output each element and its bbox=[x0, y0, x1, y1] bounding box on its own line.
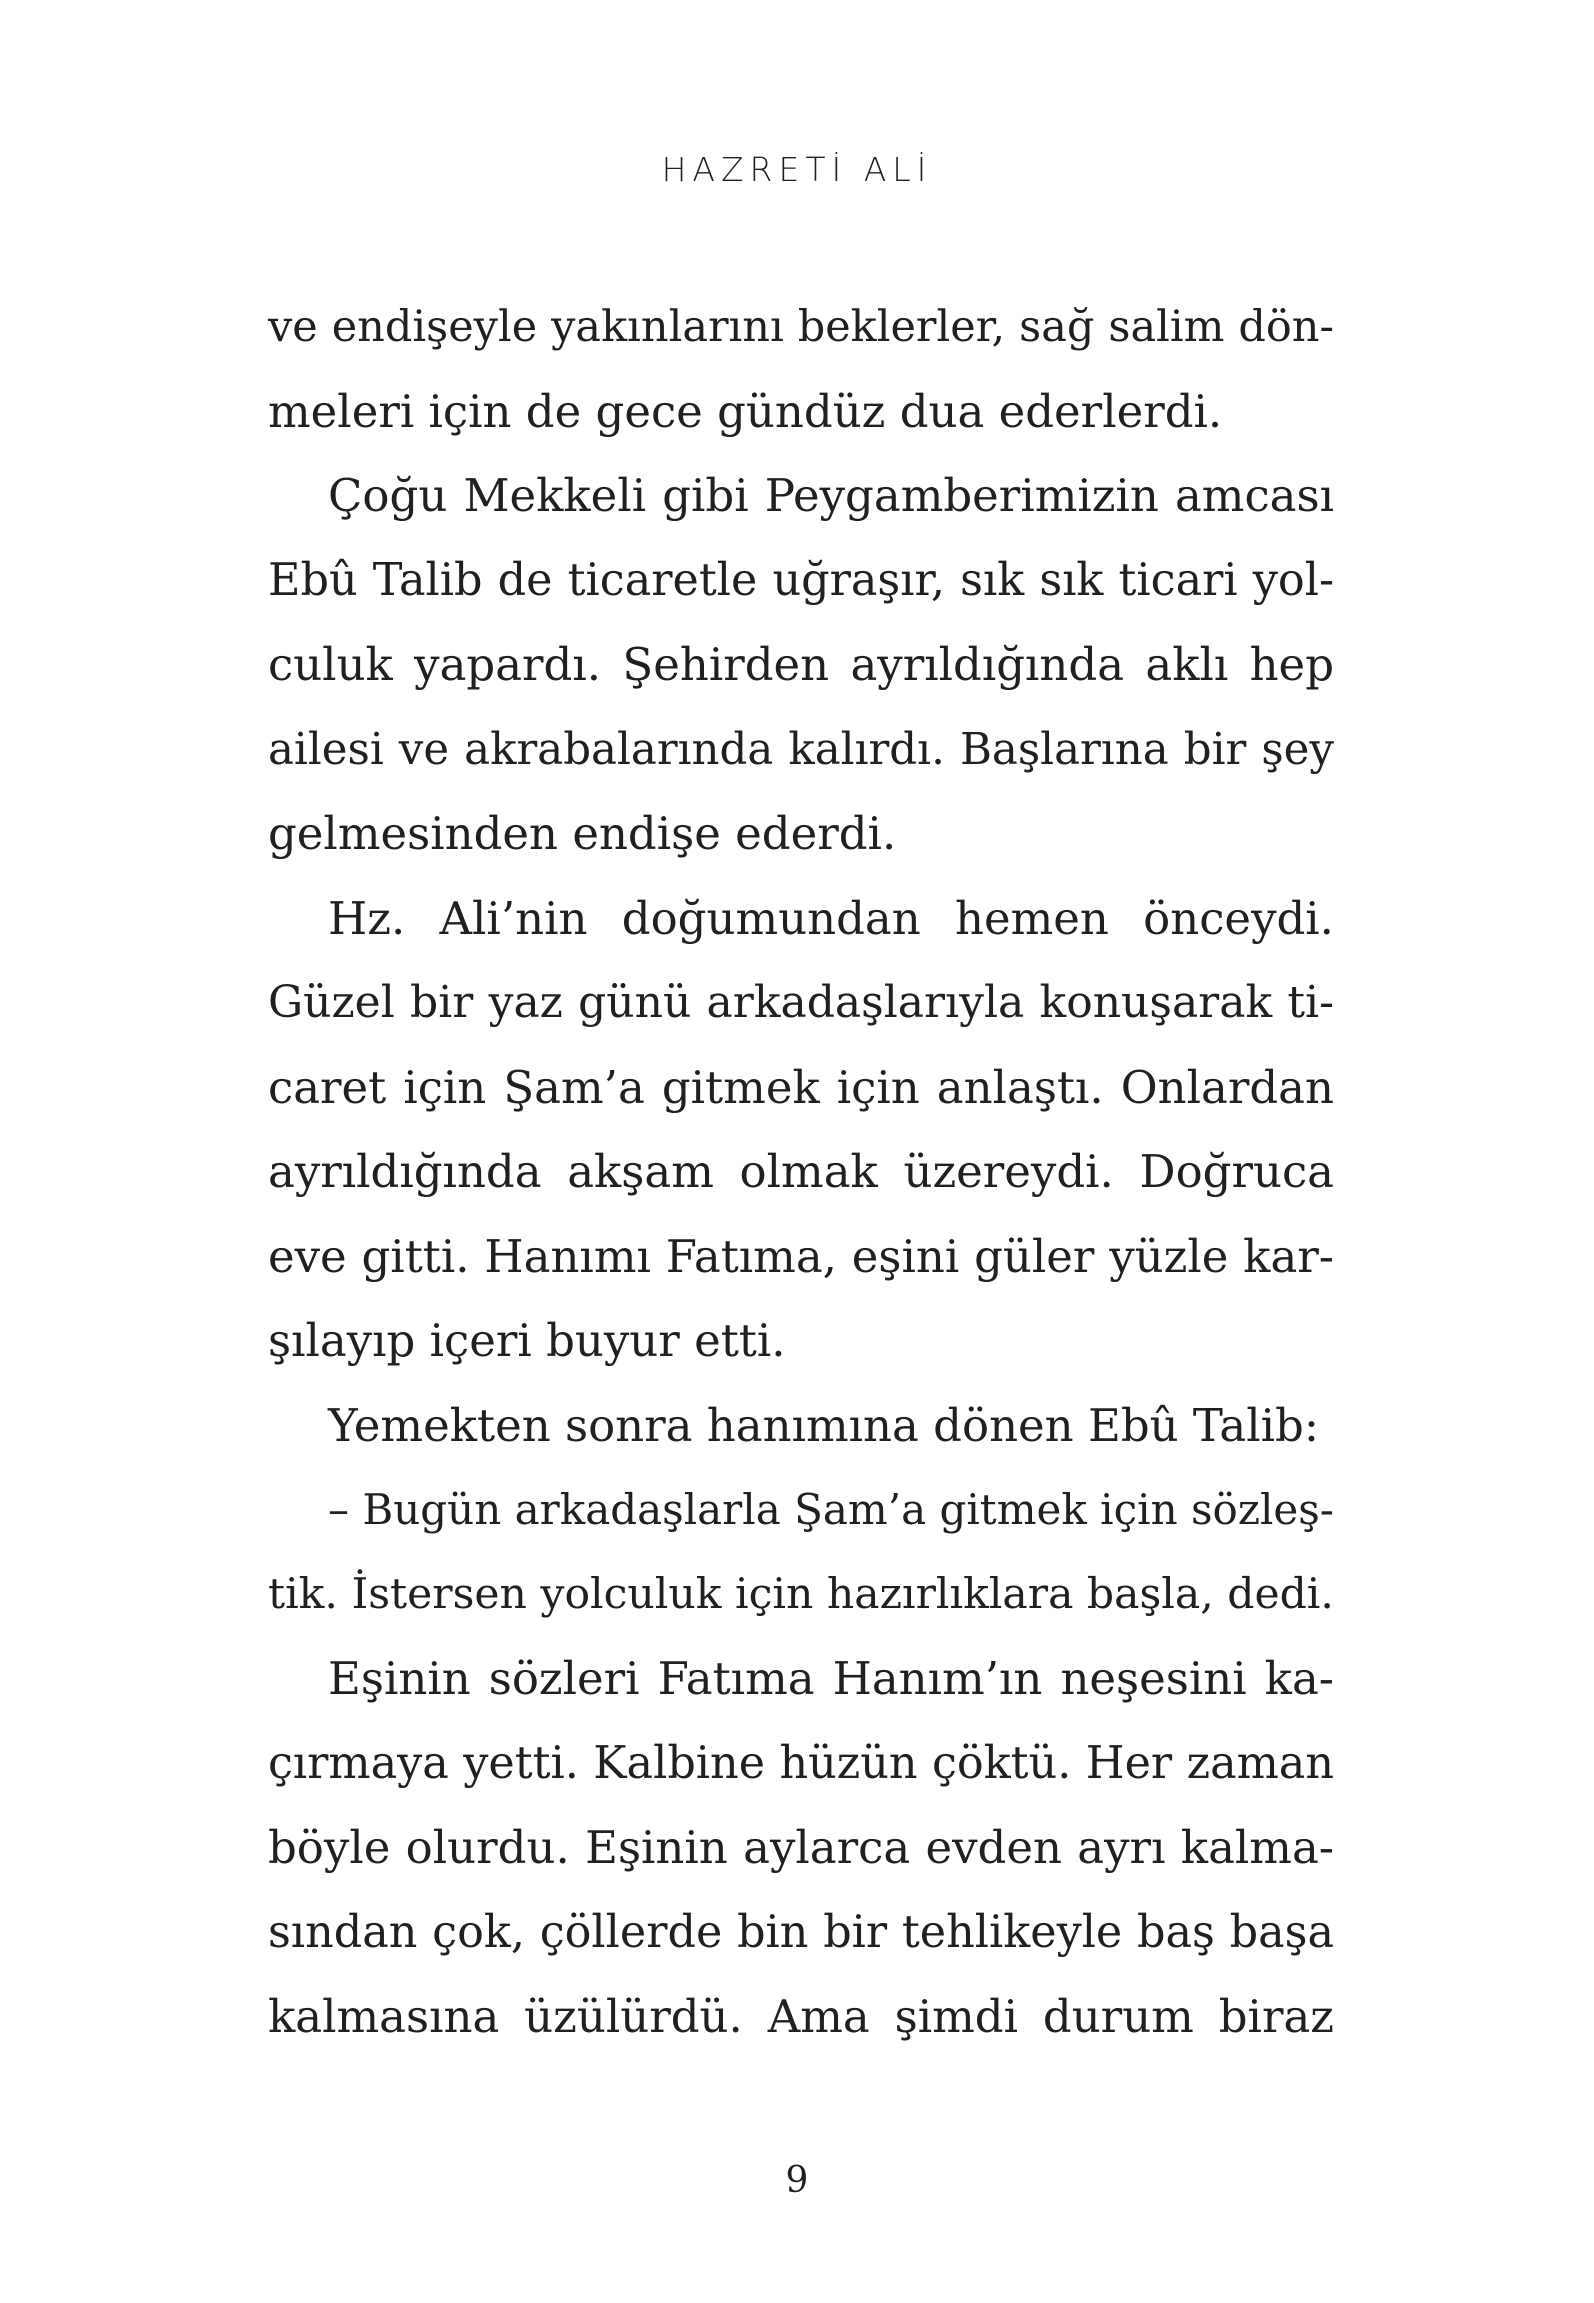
text-line: ailesi ve akrabalarında kalırdı. Başlarına bir şey bbox=[268, 724, 1334, 775]
text-line: gelmesinden endişe ederdi. bbox=[268, 807, 897, 860]
text-line: şılayıp içeri buyur etti. bbox=[268, 1314, 786, 1367]
text-line: culuk yapardı. Şehirden ayrıldığında aklı hep bbox=[268, 638, 1334, 691]
text-line: ayrıldığında akşam olmak üzereydi. Doğruca bbox=[268, 1145, 1334, 1198]
text-line: Eşinin sözleri Fatıma Hanım’ın neşesini ka- bbox=[328, 1652, 1334, 1705]
text-line: kalmasına üzülürdü. Ama şimdi durum biraz bbox=[268, 1990, 1334, 2043]
text-line: sından çok, çöllerde bin bir tehlikeyle baş başa bbox=[268, 1906, 1334, 1958]
text-line: Güzel bir yaz günü arkadaşlarıyla konuşarak ti- bbox=[268, 977, 1334, 1028]
text-line: ve endişeyle yakınlarını beklerler, sağ salim dön- bbox=[268, 302, 1334, 352]
text-line: Yemekten sonra hanımına dönen Ebû Talib: bbox=[328, 1398, 1320, 1452]
text-line: caret için Şam’a gitmek için anlaştı. Onlardan bbox=[268, 1060, 1334, 1114]
text-line: Ebû Talib de ticaretle uğraşır, sık sık ticari yol- bbox=[268, 554, 1334, 606]
running-head-title: HAZRETİ ALİ bbox=[661, 150, 933, 189]
text-line: çırmaya yetti. Kalbine hüzün çöktü. Her zaman bbox=[268, 1737, 1334, 1789]
text-line: Çoğu Mekkeli gibi Peygamberimizin amcası bbox=[328, 469, 1334, 522]
text-line: eve gitti. Hanımı Fatıma, eşini güler yüzle kar- bbox=[268, 1229, 1334, 1283]
text-line: böyle olurdu. Eşinin aylarca evden ayrı kalma- bbox=[268, 1821, 1334, 1874]
body-text bbox=[268, 285, 1334, 2060]
text-line: tik. İstersen yolculuk için hazırlıklara başla, dedi. bbox=[268, 1569, 1334, 1619]
text-line: Hz. Ali’nin doğumundan hemen önceydi. bbox=[328, 891, 1334, 945]
text-line: meleri için de gece gündüz dua ederlerdi. bbox=[268, 384, 1223, 438]
page-number: 9 bbox=[785, 2160, 809, 2201]
text-line: – Bugün arkadaşlarla Şam’a gitmek için sözleş- bbox=[328, 1485, 1334, 1534]
